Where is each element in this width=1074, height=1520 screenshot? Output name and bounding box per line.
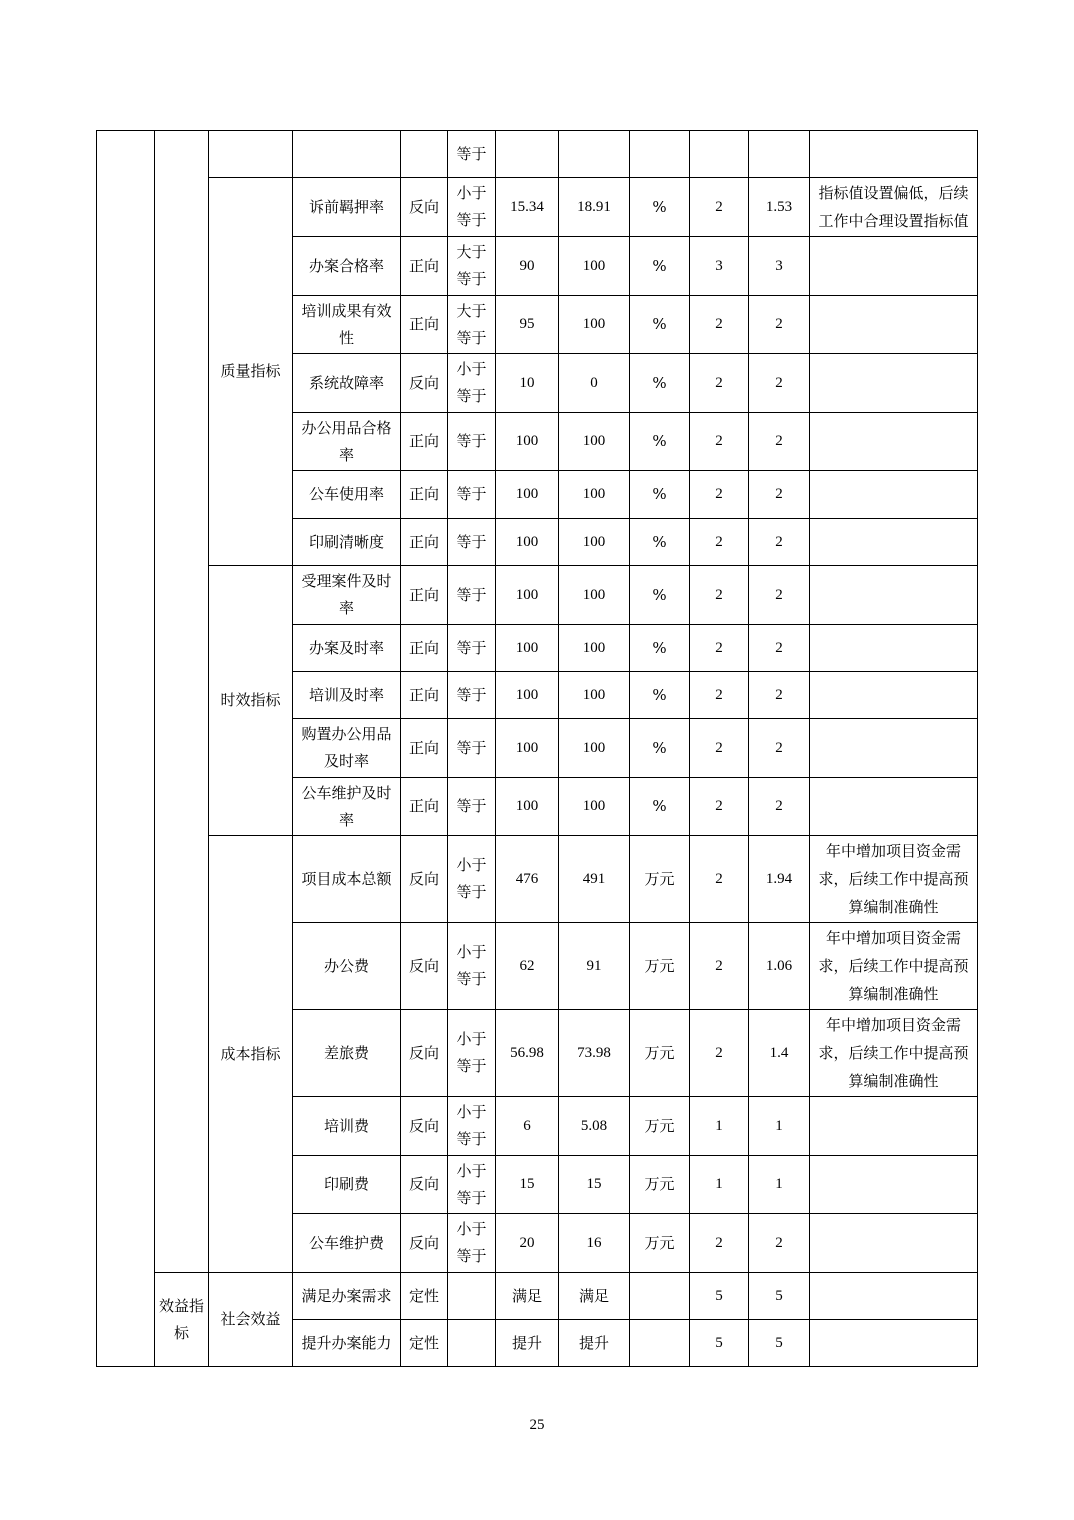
unit-cell: % <box>630 178 690 237</box>
direction-cell: 正向 <box>401 519 448 566</box>
direction-cell: 正向 <box>401 672 448 719</box>
operator-cell <box>448 1320 496 1367</box>
indicator-name: 诉前羁押率 <box>293 178 401 237</box>
operator-cell <box>448 1273 496 1320</box>
score-cell: 5 <box>749 1320 810 1367</box>
indicator-name: 公车使用率 <box>293 471 401 519</box>
unit-cell: 万元 <box>630 923 690 1010</box>
indicator-name: 办案及时率 <box>293 625 401 672</box>
score-cell: 2 <box>749 413 810 471</box>
direction-cell <box>401 131 448 178</box>
target-value: 90 <box>496 237 559 296</box>
category-quality: 质量指标 <box>209 178 293 566</box>
weight-cell: 2 <box>690 519 749 566</box>
actual-value: 16 <box>559 1214 630 1273</box>
direction-cell: 反向 <box>401 1097 448 1156</box>
operator-cell: 等于 <box>448 778 496 836</box>
unit-cell: % <box>630 672 690 719</box>
actual-value: 100 <box>559 296 630 354</box>
weight-cell: 2 <box>690 1010 749 1097</box>
direction-cell: 正向 <box>401 566 448 625</box>
weight-cell: 5 <box>690 1320 749 1367</box>
target-value: 6 <box>496 1097 559 1156</box>
target-value: 56.98 <box>496 1010 559 1097</box>
note-cell <box>810 1214 978 1273</box>
score-cell <box>749 131 810 178</box>
weight-cell: 2 <box>690 836 749 923</box>
unit-cell: % <box>630 471 690 519</box>
note-cell <box>810 625 978 672</box>
score-cell: 1.06 <box>749 923 810 1010</box>
weight-cell: 2 <box>690 566 749 625</box>
direction-cell: 反向 <box>401 836 448 923</box>
score-cell: 2 <box>749 354 810 413</box>
direction-cell: 定性 <box>401 1320 448 1367</box>
operator-cell: 大于 等于 <box>448 237 496 296</box>
unit-cell: % <box>630 237 690 296</box>
unit-cell: % <box>630 354 690 413</box>
weight-cell: 2 <box>690 719 749 778</box>
operator-cell: 等于 <box>448 413 496 471</box>
note-cell <box>810 519 978 566</box>
operator-cell: 小于 等于 <box>448 1097 496 1156</box>
target-value: 100 <box>496 672 559 719</box>
indicator-name: 培训及时率 <box>293 672 401 719</box>
indicator-name: 办公用品合格率 <box>293 413 401 471</box>
operator-cell: 小于 等于 <box>448 1214 496 1273</box>
weight-cell: 2 <box>690 778 749 836</box>
indicator-name: 项目成本总额 <box>293 836 401 923</box>
target-value: 满足 <box>496 1273 559 1320</box>
actual-value: 100 <box>559 471 630 519</box>
score-cell: 2 <box>749 672 810 719</box>
category-cell <box>209 131 293 178</box>
operator-cell: 等于 <box>448 672 496 719</box>
actual-value: 18.91 <box>559 178 630 237</box>
unit-cell: 万元 <box>630 836 690 923</box>
note-cell <box>810 1273 978 1320</box>
direction-cell: 正向 <box>401 625 448 672</box>
operator-cell: 大于 等于 <box>448 296 496 354</box>
direction-cell: 正向 <box>401 778 448 836</box>
direction-cell: 正向 <box>401 413 448 471</box>
note-cell <box>810 672 978 719</box>
target-value: 提升 <box>496 1320 559 1367</box>
operator-cell: 等于 <box>448 719 496 778</box>
note-cell <box>810 1156 978 1214</box>
note-cell: 年中增加项目资金需求，后续工作中提高预算编制准确性 <box>810 836 978 923</box>
direction-cell: 正向 <box>401 237 448 296</box>
note-cell: 指标值设置偏低，后续工作中合理设置指标值 <box>810 178 978 237</box>
indicator-name <box>293 131 401 178</box>
actual-value: 100 <box>559 566 630 625</box>
direction-cell: 反向 <box>401 1010 448 1097</box>
actual-value: 100 <box>559 778 630 836</box>
indicator-name: 受理案件及时率 <box>293 566 401 625</box>
score-cell: 5 <box>749 1273 810 1320</box>
indicator-name: 系统故障率 <box>293 354 401 413</box>
target-value: 100 <box>496 719 559 778</box>
weight-cell: 1 <box>690 1097 749 1156</box>
unit-cell: 万元 <box>630 1010 690 1097</box>
weight-cell: 2 <box>690 471 749 519</box>
note-cell <box>810 778 978 836</box>
indicator-name: 差旅费 <box>293 1010 401 1097</box>
indicator-name: 培训费 <box>293 1097 401 1156</box>
table-row <box>97 131 978 178</box>
operator-cell: 等于 <box>448 471 496 519</box>
table-row <box>97 836 978 923</box>
actual-value: 491 <box>559 836 630 923</box>
direction-cell: 反向 <box>401 1156 448 1214</box>
target-value: 62 <box>496 923 559 1010</box>
direction-cell: 定性 <box>401 1273 448 1320</box>
note-cell <box>810 1320 978 1367</box>
actual-value: 73.98 <box>559 1010 630 1097</box>
subcategory-social: 社会效益 <box>209 1273 293 1367</box>
score-cell: 2 <box>749 1214 810 1273</box>
direction-cell: 正向 <box>401 719 448 778</box>
indicator-name: 印刷费 <box>293 1156 401 1214</box>
operator-cell: 等于 <box>448 566 496 625</box>
operator-cell: 等于 <box>448 625 496 672</box>
actual-value: 5.08 <box>559 1097 630 1156</box>
score-cell: 1 <box>749 1156 810 1214</box>
note-cell <box>810 413 978 471</box>
actual-value: 100 <box>559 672 630 719</box>
table-row <box>97 566 978 625</box>
target-value: 95 <box>496 296 559 354</box>
indicator-name: 公车维护及时率 <box>293 778 401 836</box>
unit-cell <box>630 131 690 178</box>
indicator-name: 培训成果有效性 <box>293 296 401 354</box>
target-value: 100 <box>496 566 559 625</box>
target-value: 100 <box>496 519 559 566</box>
weight-cell: 2 <box>690 296 749 354</box>
page-number: 25 <box>529 1417 545 1433</box>
unit-cell: 万元 <box>630 1214 690 1273</box>
weight-cell: 3 <box>690 237 749 296</box>
note-cell <box>810 719 978 778</box>
weight-cell: 5 <box>690 1273 749 1320</box>
direction-cell: 正向 <box>401 471 448 519</box>
score-cell: 2 <box>749 566 810 625</box>
indicator-name: 提升办案能力 <box>293 1320 401 1367</box>
weight-cell: 2 <box>690 178 749 237</box>
indicator-name: 购置办公用品及时率 <box>293 719 401 778</box>
weight-cell <box>690 131 749 178</box>
level2-cell <box>155 131 209 1273</box>
target-value: 20 <box>496 1214 559 1273</box>
note-cell: 年中增加项目资金需求，后续工作中提高预算编制准确性 <box>810 1010 978 1097</box>
weight-cell: 2 <box>690 354 749 413</box>
operator-cell: 小于 等于 <box>448 178 496 237</box>
note-cell <box>810 296 978 354</box>
unit-cell: 万元 <box>630 1156 690 1214</box>
unit-cell: % <box>630 625 690 672</box>
score-cell: 2 <box>749 519 810 566</box>
direction-cell: 反向 <box>401 178 448 237</box>
note-cell <box>810 1097 978 1156</box>
indicator-name: 公车维护费 <box>293 1214 401 1273</box>
note-cell <box>810 237 978 296</box>
target-value: 100 <box>496 625 559 672</box>
target-value: 15 <box>496 1156 559 1214</box>
note-cell: 年中增加项目资金需求，后续工作中提高预算编制准确性 <box>810 923 978 1010</box>
note-cell <box>810 354 978 413</box>
table-row <box>97 1273 978 1320</box>
actual-value: 100 <box>559 519 630 566</box>
actual-value: 100 <box>559 237 630 296</box>
direction-cell: 正向 <box>401 296 448 354</box>
target-value: 100 <box>496 413 559 471</box>
target-value: 100 <box>496 471 559 519</box>
operator-cell: 等于 <box>448 519 496 566</box>
operator-cell: 等于 <box>448 131 496 178</box>
actual-value: 91 <box>559 923 630 1010</box>
weight-cell: 2 <box>690 672 749 719</box>
note-cell <box>810 566 978 625</box>
direction-cell: 反向 <box>401 1214 448 1273</box>
score-cell: 3 <box>749 237 810 296</box>
unit-cell: % <box>630 566 690 625</box>
score-cell: 2 <box>749 719 810 778</box>
indicator-name: 办案合格率 <box>293 237 401 296</box>
note-cell <box>810 131 978 178</box>
actual-value <box>559 131 630 178</box>
score-cell: 2 <box>749 296 810 354</box>
operator-cell: 小于 等于 <box>448 354 496 413</box>
weight-cell: 2 <box>690 923 749 1010</box>
level1-cell <box>97 131 155 1367</box>
target-value <box>496 131 559 178</box>
category-cost: 成本指标 <box>209 836 293 1273</box>
actual-value: 100 <box>559 625 630 672</box>
operator-cell: 小于 等于 <box>448 1156 496 1214</box>
score-cell: 1.53 <box>749 178 810 237</box>
operator-cell: 小于 等于 <box>448 1010 496 1097</box>
score-cell: 2 <box>749 778 810 836</box>
unit-cell: % <box>630 519 690 566</box>
target-value: 10 <box>496 354 559 413</box>
actual-value: 满足 <box>559 1273 630 1320</box>
table-row <box>97 178 978 237</box>
weight-cell: 2 <box>690 625 749 672</box>
indicator-name: 办公费 <box>293 923 401 1010</box>
weight-cell: 1 <box>690 1156 749 1214</box>
unit-cell: % <box>630 413 690 471</box>
actual-value: 15 <box>559 1156 630 1214</box>
score-cell: 1.94 <box>749 836 810 923</box>
weight-cell: 2 <box>690 413 749 471</box>
category-benefit: 效益指标 <box>155 1273 209 1367</box>
actual-value: 100 <box>559 719 630 778</box>
operator-cell: 小于 等于 <box>448 836 496 923</box>
target-value: 100 <box>496 778 559 836</box>
unit-cell: % <box>630 296 690 354</box>
weight-cell: 2 <box>690 1214 749 1273</box>
target-value: 15.34 <box>496 178 559 237</box>
operator-cell: 小于 等于 <box>448 923 496 1010</box>
target-value: 476 <box>496 836 559 923</box>
actual-value: 100 <box>559 413 630 471</box>
unit-cell: % <box>630 719 690 778</box>
direction-cell: 反向 <box>401 354 448 413</box>
score-cell: 2 <box>749 625 810 672</box>
indicator-name: 印刷清晰度 <box>293 519 401 566</box>
unit-cell: % <box>630 778 690 836</box>
unit-cell <box>630 1320 690 1367</box>
actual-value: 0 <box>559 354 630 413</box>
category-timeliness: 时效指标 <box>209 566 293 836</box>
score-cell: 1.4 <box>749 1010 810 1097</box>
score-cell: 1 <box>749 1097 810 1156</box>
performance-indicator-table <box>96 130 978 1367</box>
unit-cell: 万元 <box>630 1097 690 1156</box>
direction-cell: 反向 <box>401 923 448 1010</box>
actual-value: 提升 <box>559 1320 630 1367</box>
indicator-name: 满足办案需求 <box>293 1273 401 1320</box>
note-cell <box>810 471 978 519</box>
unit-cell <box>630 1273 690 1320</box>
score-cell: 2 <box>749 471 810 519</box>
